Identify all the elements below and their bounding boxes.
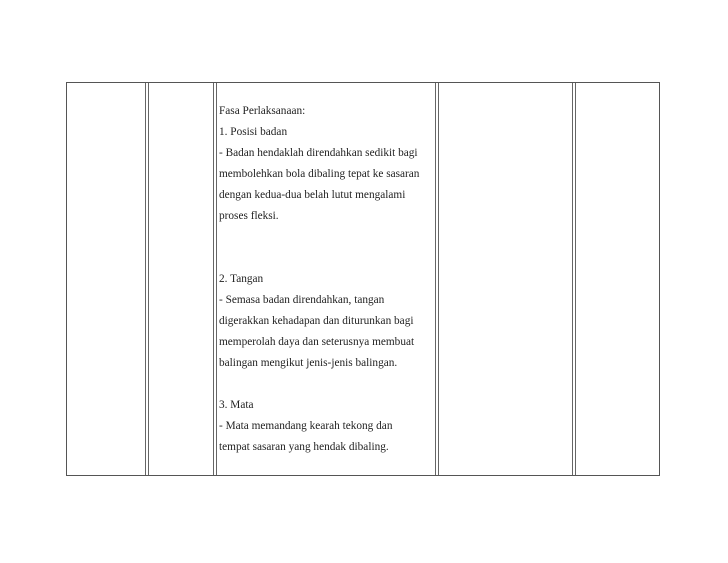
body-line: tempat sasaran yang hendak dibaling.	[219, 441, 389, 453]
body-line: - Badan hendaklah direndahkan sedikit bagi	[219, 147, 418, 159]
column-divider	[213, 83, 214, 475]
body-line: memperolah daya dan seterusnya membuat	[219, 336, 415, 348]
body-line: membolehkan bola dibaling tepat ke sasaran	[219, 168, 420, 180]
section-title-mata: 3. Mata	[219, 399, 254, 411]
section-heading: Fasa Perlaksanaan:	[219, 105, 306, 117]
column-divider	[572, 83, 573, 475]
spacer	[219, 227, 434, 269]
body-line: balingan mengikut jenis-jenis balingan.	[219, 357, 398, 369]
column-divider	[575, 83, 576, 475]
column-divider	[438, 83, 439, 475]
body-line: proses fleksi.	[219, 210, 279, 222]
body-line: dengan kedua-dua belah lutut mengalami	[219, 189, 406, 201]
body-line: - Mata memandang kearah tekong dan	[219, 420, 393, 432]
column-divider	[148, 83, 149, 475]
spacer	[219, 374, 434, 395]
body-line: - Semasa badan direndahkan, tangan	[219, 294, 385, 306]
column-divider	[435, 83, 436, 475]
implementation-phase-cell	[219, 101, 434, 458]
body-line: digerakkan kehadapan dan diturunkan bagi	[219, 315, 414, 327]
column-divider	[145, 83, 146, 475]
section-title-posisi-badan: 1. Posisi badan	[219, 126, 288, 138]
section-title-tangan: 2. Tangan	[219, 273, 264, 285]
column-divider	[216, 83, 217, 475]
